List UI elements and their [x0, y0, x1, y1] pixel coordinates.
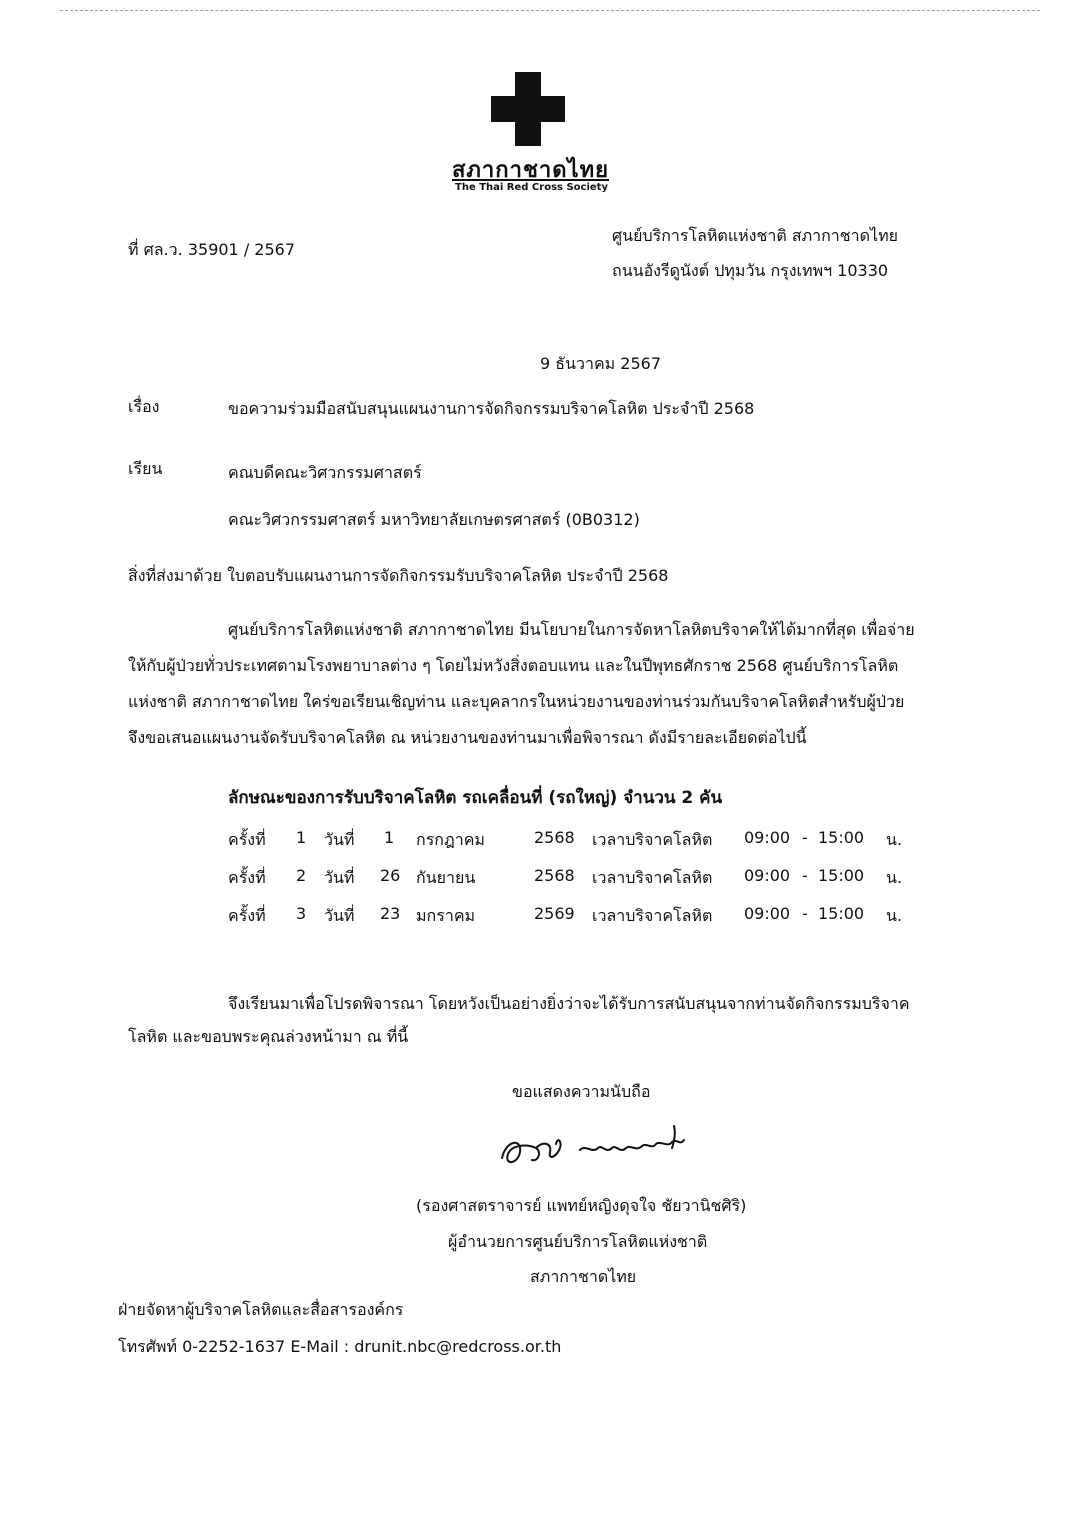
signer-position: ผู้อำนวยการศูนย์บริการโลหิตแห่งชาติ: [448, 1232, 708, 1251]
footer-contact: โทรศัพท์ 0-2252-1637 E-Mail : drunit.nbc@redcross.or.th: [118, 1337, 562, 1356]
subject-label: เรื่อง: [128, 397, 160, 416]
month: กันยายน: [416, 868, 476, 887]
end-time: 15:00: [818, 828, 865, 847]
year: 2569: [534, 904, 575, 923]
body-line: จึงขอเสนอแผนงานจัดรับบริจาคโลหิต ณ หน่วยงานของท่านมาเพื่อพิจารณา ดังมีรายละเอียดต่อไปนี้: [128, 728, 807, 747]
day-number: 26: [380, 866, 401, 885]
sender-address-line1: ศูนย์บริการโลหิตแห่งชาติ สภากาชาดไทย: [612, 226, 898, 245]
signer-name: (รองศาสตราจารย์ แพทย์หญิงดุจใจ ชัยวานิชศิริ): [416, 1196, 747, 1215]
round-number: 1: [296, 828, 307, 847]
month: มกราคม: [416, 906, 476, 925]
time-dash: -: [802, 828, 808, 847]
start-time: 09:00: [744, 866, 791, 885]
scan-border-line: [60, 10, 1040, 11]
schedule-heading: ลักษณะของการรับบริจาคโลหิต รถเคลื่อนที่ (รถใหญ่) จำนวน 2 คัน: [228, 788, 723, 808]
time-unit: น.: [886, 906, 903, 925]
body-line: แห่งชาติ สภากาชาดไทย ใคร่ขอเรียนเชิญท่าน และบุคลากรในหน่วยงานของท่านร่วมกันบริจาคโลหิตสำหรับผู้ป่วย: [128, 692, 905, 711]
closing-line2: โลหิต และขอบพระคุณล่วงหน้ามา ณ ที่นี้: [128, 1027, 409, 1046]
round-label: ครั้งที่: [228, 906, 266, 925]
time-dash: -: [802, 866, 808, 885]
red-cross-logo-icon: [491, 72, 565, 146]
time-dash: -: [802, 904, 808, 923]
month: กรกฎาคม: [416, 830, 485, 849]
letter-date: 9 ธันวาคม 2567: [540, 354, 661, 373]
day-label: วันที่: [324, 906, 355, 925]
end-time: 15:00: [818, 904, 865, 923]
sender-address-line2: ถนนอังรีดูนังต์ ปทุมวัน กรุงเทพฯ 10330: [612, 261, 889, 280]
signer-organization: สภากาชาดไทย: [530, 1267, 637, 1286]
day-label: วันที่: [324, 868, 355, 887]
start-time: 09:00: [744, 828, 791, 847]
year: 2568: [534, 866, 575, 885]
time-label: เวลาบริจาคโลหิต: [592, 830, 713, 849]
start-time: 09:00: [744, 904, 791, 923]
round-label: ครั้งที่: [228, 830, 266, 849]
end-time: 15:00: [818, 866, 865, 885]
reference-number: ที่ ศล.ว. 35901 / 2567: [128, 240, 296, 259]
day-number: 23: [380, 904, 401, 923]
time-label: เวลาบริจาคโลหิต: [592, 906, 713, 925]
year: 2568: [534, 828, 575, 847]
day-number: 1: [384, 828, 395, 847]
closing-line1: จึงเรียนมาเพื่อโปรดพิจารณา โดยหวังเป็นอย่างยิ่งว่าจะได้รับการสนับสนุนจากท่านจัดกิจกรรมบริจาค: [228, 994, 910, 1013]
recipient-line2: คณะวิศวกรรมศาสตร์ มหาวิทยาลัยเกษตรศาสตร์ (0B0312): [228, 510, 640, 529]
enclosure-line: สิ่งที่ส่งมาด้วย ใบตอบรับแผนงานการจัดกิจกรรมรับบริจาคโลหิต ประจำปี 2568: [128, 566, 669, 585]
footer-department: ฝ่ายจัดหาผู้บริจาคโลหิตและสื่อสารองค์กร: [118, 1300, 404, 1319]
round-label: ครั้งที่: [228, 868, 266, 887]
time-label: เวลาบริจาคโลหิต: [592, 868, 713, 887]
recipient-label: เรียน: [128, 459, 163, 478]
recipient-line1: คณบดีคณะวิศวกรรมศาสตร์: [228, 463, 422, 482]
time-unit: น.: [886, 868, 903, 887]
org-name-thai: สภากาชาดไทย: [452, 158, 609, 183]
salutation: ขอแสดงความนับถือ: [512, 1082, 651, 1101]
day-label: วันที่: [324, 830, 355, 849]
subject-text: ขอความร่วมมือสนับสนุนแผนงานการจัดกิจกรรมบริจาคโลหิต ประจำปี 2568: [228, 399, 755, 418]
body-line: ให้กับผู้ป่วยทั่วประเทศตามโรงพยาบาลต่าง ๆ โดยไม่หวังสิ่งตอบแทน และในปีพุทธศักราช 2568 ศูนย์บริการโลหิต: [128, 656, 899, 675]
round-number: 3: [296, 904, 307, 923]
org-name-english: The Thai Red Cross Society: [455, 182, 608, 193]
time-unit: น.: [886, 830, 903, 849]
handwritten-signature-icon: [496, 1118, 706, 1178]
round-number: 2: [296, 866, 307, 885]
body-line: ศูนย์บริการโลหิตแห่งชาติ สภากาชาดไทย มีนโยบายในการจัดหาโลหิตบริจาคให้ได้มากที่สุด เพื่อจ่าย: [228, 620, 915, 639]
